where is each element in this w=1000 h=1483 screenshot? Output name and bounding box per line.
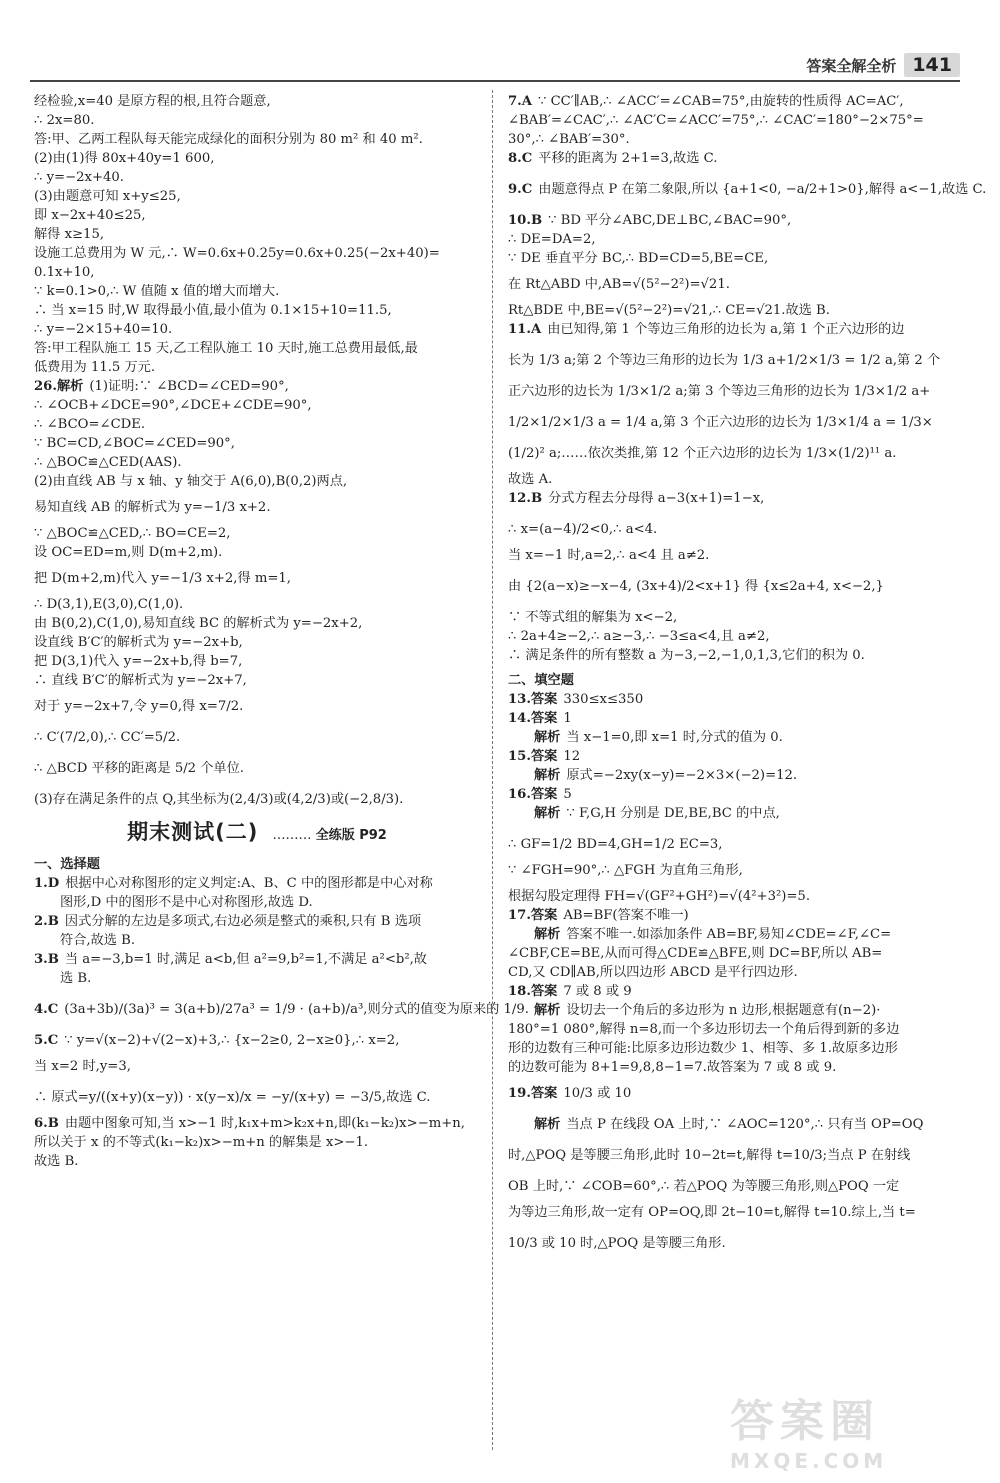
line-text: ∵ 不等式组的解集为 x<−2,	[508, 610, 678, 625]
text-line	[34, 320, 480, 339]
line-text: 由 B(0,2),C(1,0),易知直线 BC 的解析式为 y=−2x+2,	[34, 616, 363, 631]
item-number: 3.B	[34, 952, 59, 967]
section-heading: 二、填空题	[508, 673, 574, 688]
item-number: 17.答案	[508, 908, 558, 923]
text-line	[508, 766, 958, 785]
line-text: 的边数可能为 8+1=9,8,8−1=7.故答案为 7 或 8 或 9.	[508, 1060, 837, 1075]
line-text: 10/3 或 10	[563, 1086, 632, 1101]
item-number: 解析	[534, 927, 561, 942]
text-line	[508, 887, 958, 906]
column-divider	[492, 90, 493, 1450]
item-number: 解析	[534, 1003, 561, 1018]
line-text: 为等边三角形,故一定有 OP=OQ,即 2t−10=t,解得 t=10.综上,当 t=	[508, 1205, 916, 1220]
text-line	[508, 275, 958, 294]
text-line	[34, 543, 480, 562]
text-line	[508, 249, 958, 268]
text-line	[508, 1115, 958, 1134]
line-text: 平移的距离为 2+1=3,故选 C.	[538, 151, 718, 166]
line-text: ∴ 2x=80.	[34, 113, 95, 128]
text-line	[34, 187, 480, 206]
item-number: 5.C	[34, 1033, 59, 1048]
exam-title: 期末测试(二)	[127, 820, 259, 844]
line-text: 5	[563, 787, 572, 802]
text-line	[508, 180, 987, 199]
line-text: OB 上时,∵ ∠COB=60°,∴ 若△POQ 为等腰三角形,则△POQ 一定	[508, 1179, 900, 1194]
line-text: 选 B.	[60, 971, 92, 986]
text-line	[508, 444, 958, 463]
line-text: 符合,故选 B.	[60, 933, 136, 948]
text-line	[508, 963, 958, 982]
line-text: 由题中图象可知,当 x>−1 时,k₁x+m>k₂x+n,即(k₁−k₂)x>−m+n,	[64, 1116, 465, 1131]
line-text: ∴ ∠BCO=∠CDE.	[34, 417, 146, 432]
line-text: ∴ C′(7/2,0),∴ CC′=5/2.	[34, 730, 181, 745]
line-text: 长为 1/3 a;第 2 个等边三角形的边长为 1/3 a+1/2×1/3 = 1/2 a,第 2 个	[508, 353, 941, 368]
watermark-logo: 答案圈 MXQE.COM	[730, 1396, 888, 1473]
text-line	[34, 244, 480, 263]
line-text: (2)由(1)得 80x+40y=1 600,	[34, 151, 215, 166]
line-text: 12	[563, 749, 581, 764]
text-line	[34, 652, 480, 671]
text-line	[34, 498, 480, 517]
text-line	[508, 413, 958, 432]
text-line	[508, 351, 958, 370]
text-line	[34, 874, 480, 893]
line-text: ∴ 直线 B′C′的解析式为 y=−2x+7,	[34, 673, 247, 688]
text-line	[508, 489, 958, 508]
exam-ref: 全练版 P92	[315, 828, 387, 843]
right-lines	[508, 92, 987, 1253]
line-text: ∵ CC′∥AB,∴ ∠ACC′=∠CAB=75°,由旋转的性质得 AC=AC′,	[538, 94, 904, 109]
text-line	[508, 230, 958, 249]
line-text: 故选 A.	[508, 472, 553, 487]
text-line	[508, 320, 958, 339]
line-text: 当 x−1=0,即 x=1 时,分式的值为 0.	[566, 730, 783, 745]
page-number: 141	[904, 53, 960, 77]
item-number: 解析	[534, 730, 561, 745]
text-line	[508, 546, 958, 565]
line-text: ∠BAB′=∠CAC′,∴ ∠AC′C=∠ACC′=75°,∴ ∠CAC′=180°−2×75°=	[508, 113, 924, 128]
text-line	[508, 1058, 958, 1077]
text-line	[34, 453, 480, 472]
item-number: 解析	[534, 806, 561, 821]
text-line	[508, 906, 958, 925]
line-text: ∴ 原式=y/((x+y)(x−y)) · x(y−x)/x = −y/(x+y) = −3/5,故选 C.	[34, 1090, 431, 1105]
text-line	[508, 1234, 958, 1253]
text-line	[508, 982, 958, 1001]
line-text: 解得 x≥15,	[34, 227, 105, 242]
line-text: 0.1x+10,	[34, 265, 95, 280]
line-text: 所以关于 x 的不等式(k₁−k₂)x>−m+n 的解集是 x>−1.	[34, 1135, 369, 1150]
text-line	[34, 1114, 480, 1133]
line-text: ∠CBF,CE=BE,从而可得△CDE≌△BFE,则 DC=BF,所以 AB=	[508, 946, 883, 961]
item-number: 1.D	[34, 876, 60, 891]
text-line	[34, 339, 480, 358]
line-text: 180°=1 080°,解得 n=8,而一个多边形切去一个角后得到新的多边	[508, 1022, 900, 1037]
line-text: 当点 P 在线段 OA 上时,∵ ∠AOC=120°,∴ 只有当 OP=OQ	[566, 1117, 924, 1132]
line-text: 答:甲工程队施工 15 天,乙工程队施工 10 天时,施工总费用最低,最	[34, 341, 418, 356]
section-heading: 一、选择题	[34, 857, 100, 872]
exam-dots: ………	[272, 828, 312, 843]
line-text: ∵ y=√(x−2)+√(2−x)+3,∴ {x−2≥0, 2−x≥0},∴ x=2,	[64, 1033, 400, 1048]
line-text: (3)存在满足条件的点 Q,其坐标为(2,4/3)或(4,2/3)或(−2,8/3).	[34, 792, 404, 807]
text-line	[34, 301, 480, 320]
text-line	[34, 1133, 480, 1152]
item-number: 11.A	[508, 322, 542, 337]
line-text: (3)由题意可知 x+y≤25,	[34, 189, 181, 204]
left-lines	[34, 92, 480, 809]
line-text: 设直线 B′C′的解析式为 y=−2x+b,	[34, 635, 243, 650]
text-line	[508, 1001, 958, 1020]
item-number: 15.答案	[508, 749, 558, 764]
text-line	[508, 520, 958, 539]
line-text: ∴ ∠OCB+∠DCE=90°,∠DCE+∠CDE=90°,	[34, 398, 312, 413]
line-text: 故选 B.	[34, 1154, 79, 1169]
text-line	[34, 614, 480, 633]
text-line	[508, 382, 958, 401]
line-text: 时,△POQ 是等腰三角形,此时 10−2t=t,解得 t=10/3;当点 P 在射线	[508, 1148, 911, 1163]
text-line	[508, 785, 958, 804]
line-text: ∵ △BOC≌△CED,∴ BO=CE=2,	[34, 526, 231, 541]
text-line	[34, 434, 480, 453]
line-text: 原式=−2xy(x−y)=−2×3×(−2)=12.	[566, 768, 798, 783]
item-number: 10.B	[508, 213, 543, 228]
line-text: ∴ △BCD 平移的距离是 5/2 个单位.	[34, 761, 245, 776]
text-line	[34, 282, 480, 301]
line-text: 把 D(m+2,m)代入 y=−1/3 x+2,得 m=1,	[34, 571, 292, 586]
item-number: 2.B	[34, 914, 59, 929]
line-text: 经检验,x=40 是原方程的根,且符合题意,	[34, 94, 271, 109]
text-line	[34, 92, 480, 111]
text-line	[508, 747, 958, 766]
item-number: 6.B	[34, 1116, 59, 1131]
text-line	[34, 893, 480, 912]
line-text: 由题意得点 P 在第二象限,所以 {a+1<0, −a/2+1>0},解得 a<−1,故选 C.	[538, 182, 987, 197]
text-line	[34, 728, 480, 747]
text-line	[508, 944, 958, 963]
line-text: 由 {2(a−x)≥−x−4, (3x+4)/2<x+1} 得 {x≤2a+4, x<−2,}	[508, 579, 884, 594]
text-line	[34, 168, 480, 187]
text-line	[508, 728, 958, 747]
header-title: 答案全解全析	[806, 56, 897, 75]
exam-title-bar	[34, 820, 480, 845]
line-text: ∵ BC=CD,∠BOC=∠CED=90°,	[34, 436, 235, 451]
left-lines-2	[34, 855, 529, 1171]
line-text: ∴ y=−2x+40.	[34, 170, 124, 185]
text-line	[508, 608, 958, 627]
item-number: 解析	[534, 768, 561, 783]
line-text: CD,又 CD∥AB,所以四边形 ABCD 是平行四边形.	[508, 965, 798, 980]
text-line	[508, 1084, 958, 1103]
line-text: 答案不唯一.如添加条件 AB=BF,易知∠CDE=∠F,∠C=	[566, 927, 892, 942]
line-text: 当 a=−3,b=1 时,满足 a<b,但 a²=9,b²=1,不满足 a²<b²,故	[64, 952, 427, 967]
page-header	[806, 52, 960, 78]
line-text: 1/2×1/2×1/3 a = 1/4 a,第 3 个正六边形的边长为 1/3×1/4 a = 1/3×	[508, 415, 933, 430]
line-text: ∵ F,G,H 分别是 DE,BE,BC 的中点,	[566, 806, 780, 821]
item-number: 9.C	[508, 182, 533, 197]
line-text: (3a+3b)/(3a)³ = 3(a+b)/27a³ = 1/9 · (a+b)/a³,则分式的值变为原来的 1/9.	[64, 1002, 529, 1017]
line-text: ∴ 2a+4≥−2,∴ a≥−3,∴ −3≤a<4,且 a≠2,	[508, 629, 770, 644]
line-text: 设 OC=ED=m,则 D(m+2,m).	[34, 545, 223, 560]
line-text: 形的边数有三种可能:比原多边形边数少 1、相等、多 1.故原多边形	[508, 1041, 898, 1056]
line-text: 30°,∴ ∠BAB′=30°.	[508, 132, 630, 147]
line-text: 易知直线 AB 的解析式为 y=−1/3 x+2.	[34, 500, 271, 515]
line-text: Rt△BDE 中,BE=√(5²−2²)=√21,∴ CE=√21.故选 B.	[508, 303, 830, 318]
text-line	[34, 1000, 529, 1019]
text-line	[34, 697, 480, 716]
line-text: 因式分解的左边是多项式,右边必须是整式的乘积,只有 B 选项	[64, 914, 422, 929]
line-text: 把 D(3,1)代入 y=−2x+b,得 b=7,	[34, 654, 243, 669]
text-line	[34, 569, 480, 588]
text-line	[34, 396, 480, 415]
text-line	[34, 1088, 480, 1107]
item-number: 16.答案	[508, 787, 558, 802]
text-line	[34, 1152, 480, 1171]
line-text: 当 x=−1 时,a=2,∴ a<4 且 a≠2.	[508, 548, 710, 563]
line-text: 7 或 8 或 9	[563, 984, 632, 999]
text-line	[34, 1057, 480, 1076]
item-number: 13.答案	[508, 692, 558, 707]
text-line	[34, 206, 480, 225]
line-text: 设施工总费用为 W 元,∴ W=0.6x+0.25y=0.6x+0.25(−2x+40)=	[34, 246, 440, 261]
line-text: ∴ DE=DA=2,	[508, 232, 596, 247]
text-line	[508, 130, 958, 149]
line-text: 答:甲、乙两工程队每天能完成绿化的面积分别为 80 m² 和 40 m².	[34, 132, 423, 147]
line-text: 正六边形的边长为 1/3×1/2 a;第 3 个等边三角形的边长为 1/3×1/2 a+	[508, 384, 931, 399]
text-line	[34, 524, 480, 543]
text-line	[508, 835, 958, 854]
text-line	[508, 1146, 958, 1165]
text-line	[34, 912, 480, 931]
line-text: ∴ 当 x=15 时,W 取得最小值,最小值为 0.1×15+10=11.5,	[34, 303, 392, 318]
line-text: ∵ DE 垂直平分 BC,∴ BD=CD=5,BE=CE,	[508, 251, 769, 266]
line-text: 对于 y=−2x+7,令 y=0,得 x=7/2.	[34, 699, 244, 714]
line-text: (1)证明:∵ ∠BCD=∠CED=90°,	[89, 379, 289, 394]
item-number: 18.答案	[508, 984, 558, 999]
line-text: ∴ x=(a−4)/2<0,∴ a<4.	[508, 522, 658, 537]
line-text: 根据中心对称图形的定义判定:A、B、C 中的图形都是中心对称	[65, 876, 433, 891]
line-text: 当 x=2 时,y=3,	[34, 1059, 131, 1074]
text-line	[508, 470, 958, 489]
line-text: 低费用为 11.5 万元.	[34, 360, 156, 375]
line-text: 根据勾股定理得 FH=√(GF²+GH²)=√(4²+3²)=5.	[508, 889, 811, 904]
right-column	[508, 92, 987, 1253]
text-line	[34, 759, 480, 778]
line-text: 分式方程去分母得 a−3(x+1)=1−x,	[548, 491, 765, 506]
line-text: ∵ k=0.1>0,∴ W 值随 x 值的增大而增大.	[34, 284, 280, 299]
text-line	[34, 931, 480, 950]
item-number: 7.A	[508, 94, 532, 109]
text-line	[508, 861, 958, 880]
text-line	[34, 111, 480, 130]
text-line	[508, 1177, 958, 1196]
text-line	[34, 225, 480, 244]
text-line	[34, 671, 480, 690]
text-line	[508, 1020, 958, 1039]
text-line	[508, 925, 958, 944]
text-line	[34, 472, 480, 491]
text-line	[508, 709, 958, 728]
text-line	[508, 1203, 958, 1222]
item-number: 19.答案	[508, 1086, 558, 1101]
text-line	[34, 950, 480, 969]
text-line	[508, 646, 958, 665]
text-line	[508, 301, 958, 320]
line-text: 在 Rt△ABD 中,AB=√(5²−2²)=√21.	[508, 277, 730, 292]
text-line	[34, 377, 480, 396]
header-rule	[30, 80, 960, 82]
text-line	[508, 92, 958, 111]
line-text: ∴ D(3,1),E(3,0),C(1,0).	[34, 597, 184, 612]
line-text: 图形,D 中的图形不是中心对称图形,故选 D.	[60, 895, 313, 910]
text-line	[34, 969, 480, 988]
line-text: ∴ △BOC≌△CED(AAS).	[34, 455, 182, 470]
line-text: 1	[563, 711, 572, 726]
text-line	[34, 130, 480, 149]
line-text: 10/3 或 10 时,△POQ 是等腰三角形.	[508, 1236, 726, 1251]
line-text: 设切去一个角后的多边形为 n 边形,根据题意有(n−2)·	[566, 1003, 881, 1018]
text-line	[34, 263, 480, 282]
line-text: AB=BF(答案不唯一)	[563, 908, 689, 923]
text-line	[508, 690, 958, 709]
item-number: 8.C	[508, 151, 533, 166]
line-text: 即 x−2x+40≤25,	[34, 208, 146, 223]
text-line	[508, 211, 958, 230]
line-text: ∵ ∠FGH=90°,∴ △FGH 为直角三角形,	[508, 863, 743, 878]
line-text: ∴ y=−2×15+40=10.	[34, 322, 173, 337]
line-text: (1/2)² a;……依次类推,第 12 个正六边形的边长为 1/3×(1/2)¹¹ a.	[508, 446, 897, 461]
item-number: 12.B	[508, 491, 543, 506]
line-text: 330≤x≤350	[563, 692, 644, 707]
line-text: ∴ 满足条件的所有整数 a 为−3,−2,−1,0,1,3,它们的积为 0.	[508, 648, 865, 663]
text-line	[34, 633, 480, 652]
item-number: 14.答案	[508, 711, 558, 726]
line-text: (2)由直线 AB 与 x 轴、y 轴交于 A(6,0),B(0,2)两点,	[34, 474, 348, 489]
line-text: ∵ BD 平分∠ABC,DE⊥BC,∠BAC=90°,	[548, 213, 792, 228]
text-line	[34, 790, 480, 809]
text-line	[34, 415, 480, 434]
item-number: 解析	[534, 1117, 561, 1132]
text-line	[508, 577, 958, 596]
text-line	[34, 358, 480, 377]
text-line	[34, 1031, 480, 1050]
text-line	[508, 627, 958, 646]
text-line	[34, 149, 480, 168]
text-line	[34, 595, 480, 614]
line-text: ∴ GF=1/2 BD=4,GH=1/2 EC=3,	[508, 837, 723, 852]
text-line	[508, 111, 958, 130]
line-text: 由已知得,第 1 个等边三角形的边长为 a,第 1 个正六边形的边	[547, 322, 905, 337]
item-number: 26.解析	[34, 379, 84, 394]
text-line	[508, 1039, 958, 1058]
item-number: 4.C	[34, 1002, 59, 1017]
text-line	[508, 804, 958, 823]
text-line	[508, 149, 958, 168]
